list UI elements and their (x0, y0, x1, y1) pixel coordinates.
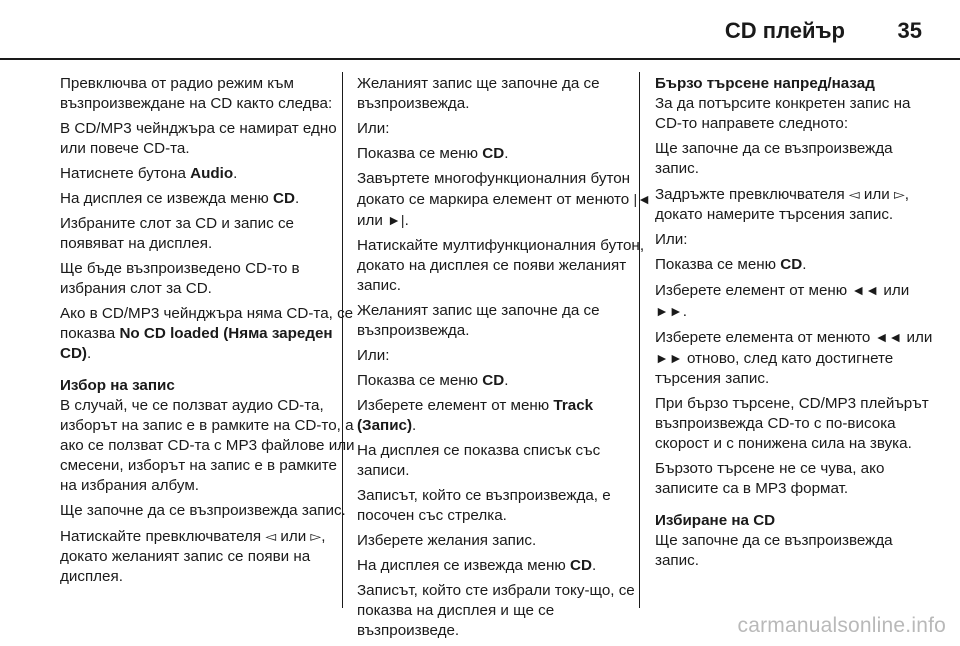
paragraph: На дисплея се показва списък със записи. (357, 442, 601, 479)
text: или (902, 329, 933, 346)
text: или (276, 528, 311, 545)
paragraph (655, 327, 935, 389)
paragraph: Или: (357, 347, 390, 364)
paragraph: Ще започне да се възпроизвежда запис. (60, 502, 346, 519)
paragraph: Записът, който се възпроизвежда, е посочен със стрелка. (357, 487, 611, 524)
paragraph (357, 371, 653, 391)
fast-forward-icon: ►► (655, 303, 683, 319)
paragraph: Ще бъде възпроизведено CD-то в избрания слот за CD. (60, 260, 300, 297)
paragraph: Ще започне да се възпроизвежда запис. (655, 532, 893, 569)
paragraph (60, 304, 356, 364)
text: . (802, 256, 807, 273)
display-message: No CD loaded (Няма зареден CD) (60, 325, 333, 362)
menu-name: CD (273, 190, 295, 207)
section-heading: Избиране на CD (655, 512, 776, 529)
watermark: carmanualsonline.info (737, 614, 946, 637)
text: Показва се меню (655, 256, 781, 273)
text: . (412, 417, 417, 434)
text: Задръжте превключвателя (655, 186, 849, 203)
paragraph: В случай, че се ползват аудио CD-та, изборът на запис е в рамките на CD-то, а ако се ползват CD-та с MP3 файлове или смесени, изборът на запис е в рамките на избрания албум. (60, 397, 355, 494)
fast-forward-icon: ►► (655, 350, 683, 366)
text: Показва се меню (357, 372, 483, 389)
paragraph (655, 280, 935, 322)
section-heading: Бързо търсене напред/назад (655, 75, 875, 92)
paragraph: Изберете желания запис. (357, 532, 537, 549)
text: , докато желаният запис се появи на дисплея. (60, 528, 326, 585)
text: На дисплея се извежда меню (60, 190, 274, 207)
seek-right-icon: ▻ (310, 528, 322, 544)
text: Натиснете бутона (60, 165, 191, 182)
text: На дисплея се извежда меню (357, 557, 571, 574)
text: или (879, 282, 910, 299)
text: . (87, 345, 92, 362)
menu-name: CD (482, 372, 505, 389)
paragraph: Желаният запис ще започне да се възпроизвежда. (357, 302, 600, 339)
menu-name: CD (482, 145, 505, 162)
next-track-icon: ►| (387, 212, 405, 228)
text: Завъртете многофункционалния бутон докато се маркира елемент от менюто (357, 170, 634, 208)
paragraph: Ще започне да се възпроизвежда запис. (655, 140, 893, 177)
text: . (504, 145, 509, 162)
text: отново, след като достигнете търсения запис. (655, 350, 894, 387)
paragraph (357, 169, 653, 231)
page-title: CD плейър (724, 18, 845, 43)
paragraph: Желаният запис ще започне да се възпроизвежда. (357, 75, 600, 112)
text: или (357, 212, 388, 229)
paragraph: Избраните слот за CD и запис се появяват на дисплея. (60, 215, 294, 252)
menu-name: CD (570, 557, 592, 574)
paragraph (357, 144, 653, 164)
menu-name: CD (780, 256, 803, 273)
text: . (682, 303, 687, 320)
text: Ако в CD/MP3 чейнджъра няма CD-та, се показва (60, 305, 354, 342)
column-3 (655, 74, 935, 576)
paragraph (60, 189, 356, 209)
paragraph: При бързо търсене, CD/MP3 плейърът възпроизвежда CD-то с по-висока скорост и с понижена сила на звука. (655, 395, 929, 452)
text: Натискайте превключвателя (60, 528, 266, 545)
text: . (233, 165, 238, 182)
text: . (294, 190, 300, 207)
seek-right-icon: ▻ (893, 186, 905, 202)
page-number: 35 (897, 18, 922, 43)
paragraph: Натискайте мултифункционалния бутон, докато на дисплея се появи желаният запис. (357, 237, 645, 294)
paragraph (60, 526, 356, 587)
paragraph: Записът, който сте избрали току-що, се показва на дисплея и ще се възпроизведе. (357, 582, 635, 639)
audio-button-label: Audio (190, 165, 234, 182)
rewind-icon: ◄◄ (851, 282, 880, 298)
text: . (504, 372, 509, 389)
page-header (0, 0, 960, 62)
text: Показва се меню (357, 145, 483, 162)
header-divider (0, 58, 960, 60)
text: Изберете елемента от менюто (655, 329, 875, 346)
paragraph: В CD/MP3 чейнджъра се намират едно или повече CD-та. (60, 120, 337, 157)
paragraph: Бързото търсене не се чува, ако записите са в MP3 формат. (655, 460, 885, 497)
column-2 (357, 74, 653, 646)
column-1 (60, 74, 356, 592)
paragraph (357, 556, 653, 576)
paragraph: За да потърсите конкретен запис на CD-то направете следното: (655, 95, 911, 132)
menu-item-track: Track (Запис) (357, 397, 594, 434)
paragraph (60, 164, 356, 184)
text: . (591, 557, 597, 574)
seek-left-icon: ◅ (848, 186, 860, 202)
seek-left-icon: ◅ (265, 528, 277, 544)
text: Изберете елемент от меню (357, 397, 554, 414)
paragraph: Или: (655, 231, 688, 248)
paragraph: Или: (357, 120, 390, 137)
text: . (404, 212, 409, 229)
paragraph (357, 396, 653, 436)
text: , докато намерите търсения запис. (655, 186, 909, 223)
text: или (859, 186, 894, 203)
previous-track-icon: |◄ (633, 191, 651, 207)
rewind-icon: ◄◄ (874, 329, 903, 345)
paragraph (655, 255, 935, 275)
text: Изберете елемент от меню (655, 282, 852, 299)
paragraph: Превключва от радио режим към възпроизвеждане на CD както следва: (60, 75, 333, 112)
section-heading: Избор на запис (60, 377, 175, 394)
paragraph (655, 184, 935, 225)
